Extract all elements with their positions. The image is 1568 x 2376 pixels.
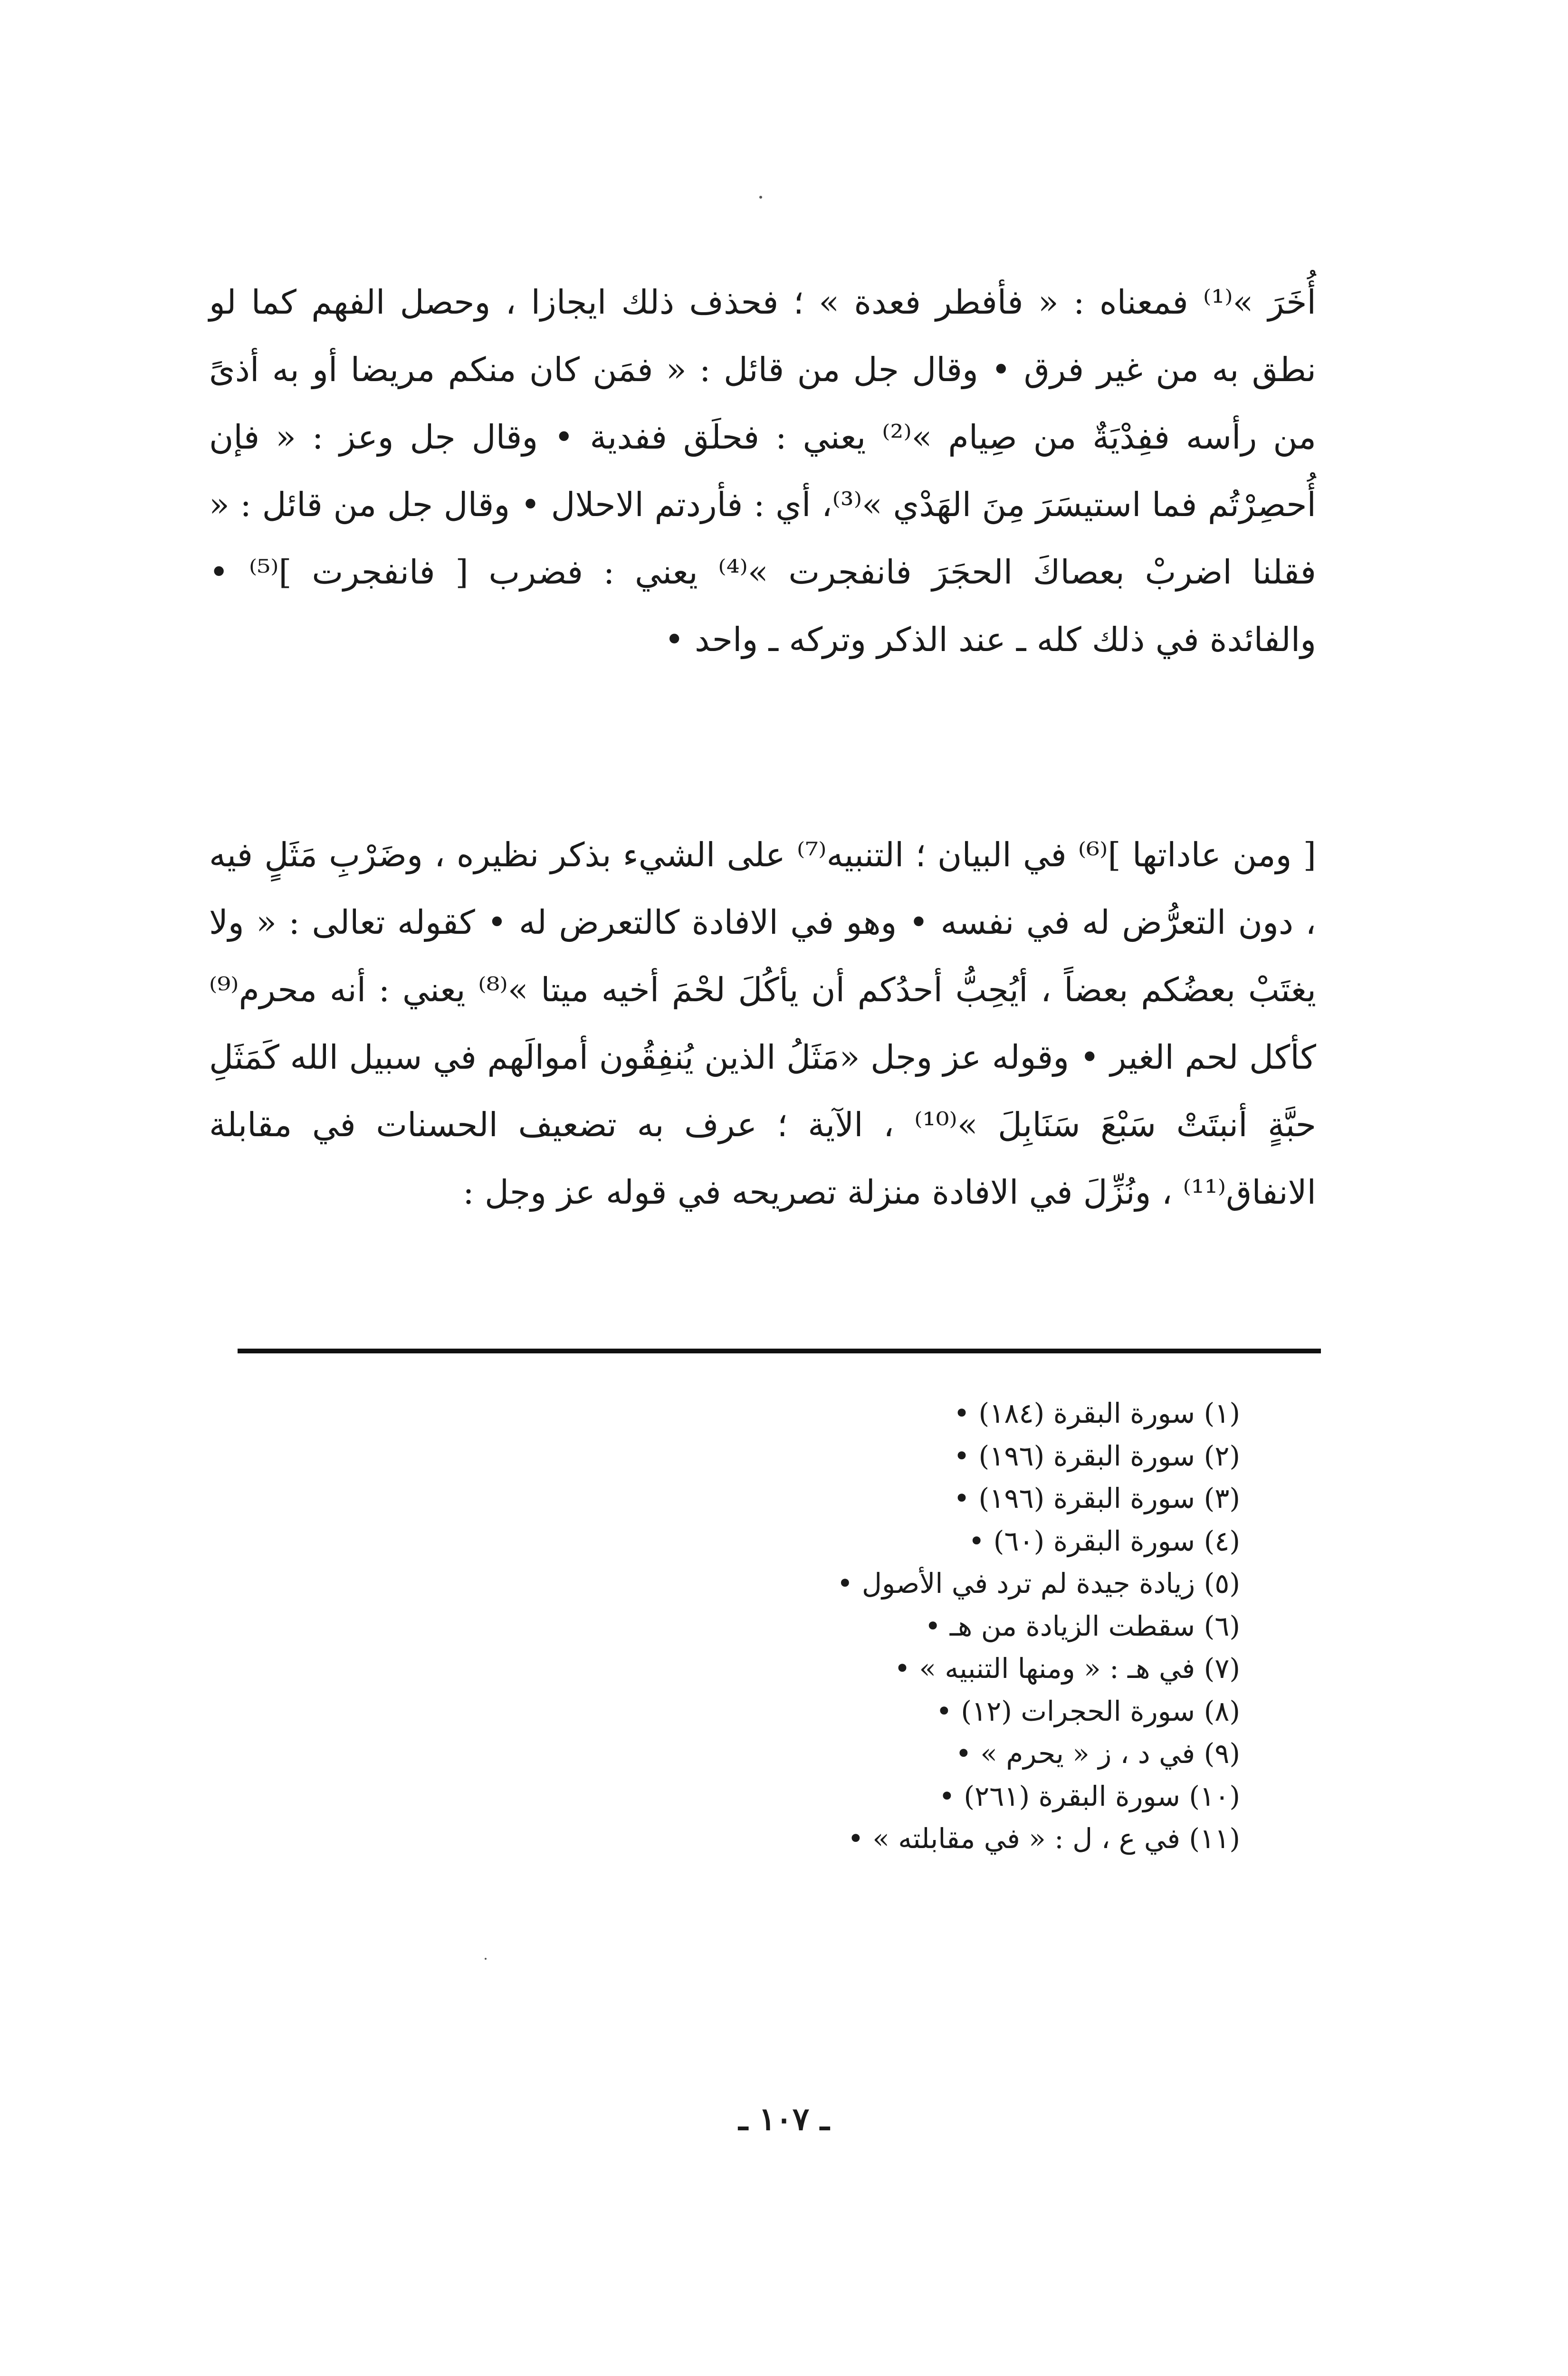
footnote: (٥) زيادة جيدة لم ترد في الأصول • — [837, 1567, 1240, 1600]
footnote: (١١) في ع ، ل : « في مقابلته » • — [847, 1822, 1240, 1855]
page-number: ـ ١٠٧ ـ — [738, 2100, 830, 2137]
paragraph-text: [ ومن عاداتها ]⁽⁶⁾ في البيان ؛ التنبيه⁽⁷⁾ على الشيء بذكر نظيره ، وضَرْبِ مَثَلٍ فيه ، دون التعرُّض له في نفسه • وهو في الافادة كالتعرض له • كقوله تعالى : « ولا يغتَبْ بعضُكم بعضاً ، أيُحِبُّ أحدُكم أن يأكُلَ لحْمَ أخيه ميتا »⁽⁸⁾ يعني : أنه محرم⁽⁹⁾ كأكل لحم الغير • وقوله عز وجل «مَثَلُ الذين يُنفِقُون أموالَهم في سبيل الله كَمَثَلِ حبَّةٍ أنبتَتْ سَبْعَ سَنَابِلَ »⁽¹⁰⁾ ، الآية ؛ عرف به تضعيف الحسنات في مقابلة الانفاق⁽¹¹⁾ ، ونُزِّلَ في الافادة منزلة تصريحه في قوله عز وجل : — [209, 835, 1316, 1212]
footnote: (٤) سورة البقرة (٦٠) • — [968, 1524, 1240, 1557]
scan-speck — [485, 1958, 487, 1960]
footnote: (٣) سورة البقرة (١٩٦) • — [953, 1482, 1240, 1514]
footnote: (٩) في د ، ز « يحرم » • — [955, 1737, 1240, 1770]
footnote: (٨) سورة الحجرات (١٢) • — [936, 1695, 1240, 1727]
footnote: (٢) سورة البقرة (١٩٦) • — [953, 1439, 1240, 1472]
main-text-paragraph — [209, 821, 1316, 1226]
footnote: (١) سورة البقرة (١٨٤) • — [953, 1397, 1240, 1429]
scan-speck — [759, 196, 762, 199]
footnote-divider — [238, 1349, 1321, 1353]
footnote: (٧) في هـ : « ومنها التنبيه » • — [894, 1652, 1240, 1685]
footnote: (١٠) سورة البقرة (٢٦١) • — [938, 1780, 1240, 1812]
footnote: (٦) سقطت الزيادة من هـ • — [925, 1610, 1240, 1642]
paragraph-text: أُخَرَ »⁽¹⁾ فمعناه : « فأفطر فعدة » ؛ فحذف ذلك ايجازا ، وحصل الفهم كما لو نطق به من غير فرق • وقال جل من قائل : « فمَن كان منكم مريضا أو به أذىً من رأسه ففِدْيَةٌ من صِيام »⁽²⁾ يعني : فحلَق ففدية • وقال جل وعز : « فإن أُحصِرْتُم فما استيسَرَ مِنَ الهَدْي »⁽³⁾، أي : فأردتم الاحلال • وقال جل من قائل : « فقلنا اضربْ بعصاكَ الحجَرَ فانفجرت »⁽⁴⁾ يعني : فضرب [ فانفجرت ]⁽⁵⁾ • والفائدة في ذلك كله ـ عند الذكر وتركه ـ واحد • — [209, 283, 1317, 659]
footnotes-list — [385, 1392, 1240, 1860]
main-text-paragraph — [209, 268, 1316, 673]
